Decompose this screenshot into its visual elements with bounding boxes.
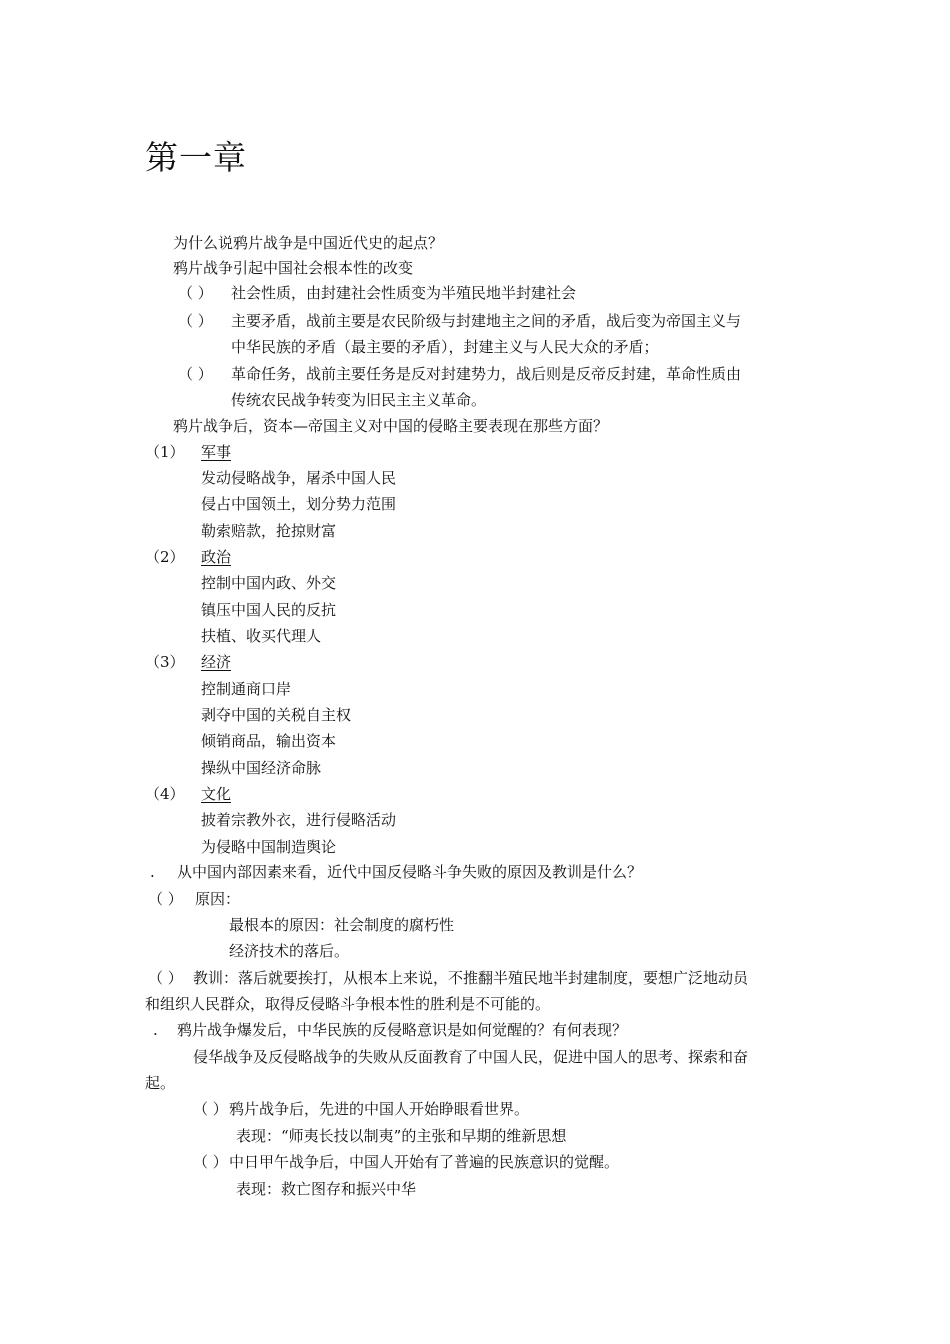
q3-lesson-line2: 和组织人民群众，取得反侵略斗争根本性的胜利是不可能的。 — [145, 995, 551, 1013]
q2-group-1-item: 侵占中国领土，划分势力范围 — [201, 495, 397, 513]
q4-question: 鸦片战争爆发后，中华民族的反侵略意识是如何觉醒的？有何表现？ — [177, 1021, 628, 1039]
q2-group-2-item: 扶植、收买代理人 — [201, 627, 322, 645]
q2-group-3-num: （3） — [145, 653, 185, 671]
q2-question: 鸦片战争后，资本—帝国主义对中国的侵略主要表现在那些方面？ — [173, 417, 609, 435]
q4-point-1-marker: （ ） — [193, 1100, 228, 1118]
q1-item-2-marker: （ ） — [178, 312, 213, 330]
q2-group-1-item: 勒索赔款，抢掠财富 — [201, 522, 337, 540]
q2-group-2-item: 控制中国内政、外交 — [201, 574, 337, 592]
q2-group-4-heading: 文化 — [201, 785, 232, 803]
q1-item-1-text: 社会性质，由封建社会性质变为半殖民地半封建社会 — [231, 284, 577, 302]
q3-cause-label: 原因： — [195, 890, 241, 908]
q3-cause-item: 经济技术的落后。 — [229, 942, 350, 960]
q2-group-2-item: 镇压中国人民的反抗 — [201, 601, 337, 619]
q4-point-1-detail: 表现：“师夷长技以制夷”的主张和早期的维新思想 — [236, 1127, 567, 1145]
q3-lesson-marker: （ ） — [148, 969, 183, 987]
q4-point-2-text: 中日甲午战争后，中国人开始有了普遍的民族意识的觉醒。 — [229, 1153, 620, 1171]
q2-group-2-num: （2） — [145, 548, 185, 566]
q4-intro-line2: 起。 — [145, 1074, 176, 1092]
q2-group-3-item: 剥夺中国的关税自主权 — [201, 706, 352, 724]
q2-group-4-num: （4） — [145, 785, 185, 803]
q4-point-2-marker: （ ） — [193, 1153, 228, 1171]
q4-bullet: . — [153, 1021, 158, 1039]
q2-group-1-heading: 军事 — [201, 443, 232, 461]
chapter-title: 第一章 — [145, 138, 247, 177]
q4-point-1-text: 鸦片战争后，先进的中国人开始睁眼看世界。 — [229, 1100, 530, 1118]
q2-group-4-item: 披着宗教外衣，进行侵略活动 — [201, 811, 397, 829]
q1-item-3-text: 革命任务，战前主要任务是反对封建势力，战后则是反帝反封建，革命性质由 — [231, 365, 742, 383]
q2-group-3-item: 倾销商品，输出资本 — [201, 732, 337, 750]
q1-item-1-marker: （ ） — [178, 284, 213, 302]
q1-item-2-text: 主要矛盾，战前主要是农民阶级与封建地主之间的矛盾，战后变为帝国主义与 — [231, 312, 742, 330]
q1-question: 为什么说鸦片战争是中国近代史的起点？ — [173, 234, 444, 252]
q3-cause-item: 最根本的原因：社会制度的腐朽性 — [229, 916, 455, 934]
q3-cause-marker: （ ） — [148, 890, 183, 908]
q2-group-3-heading: 经济 — [201, 653, 232, 671]
q1-item-2-cont: 中华民族的矛盾（最主要的矛盾），封建主义与人民大众的矛盾； — [231, 338, 659, 356]
q1-item-3-cont: 传统农民战争转变为旧民主主义革命。 — [231, 391, 487, 409]
q3-bullet: . — [150, 863, 155, 881]
q2-group-2-heading: 政治 — [201, 548, 232, 566]
q2-group-3-item: 操纵中国经济命脉 — [201, 759, 322, 777]
q1-lead: 鸦片战争引起中国社会根本性的改变 — [173, 259, 414, 277]
q4-point-2-detail: 表现：救亡图存和振兴中华 — [236, 1180, 417, 1198]
q3-question: 从中国内部因素来看，近代中国反侵略斗争失败的原因及教训是什么？ — [177, 863, 643, 881]
q2-group-1-num: （1） — [145, 443, 185, 461]
q3-lesson-line1: 教训：落后就要挨打，从根本上来说，不推翻半殖民地半封建制度，要想广泛地动员 — [193, 969, 749, 987]
q2-group-1-item: 发动侵略战争，屠杀中国人民 — [201, 469, 397, 487]
q4-intro-line1: 侵华战争及反侵略战争的失败从反面教育了中国人民，促进中国人的思考、探索和奋 — [193, 1048, 749, 1066]
q1-item-3-marker: （ ） — [178, 365, 213, 383]
q2-group-4-item: 为侵略中国制造舆论 — [201, 838, 337, 856]
q2-group-3-item: 控制通商口岸 — [201, 680, 292, 698]
